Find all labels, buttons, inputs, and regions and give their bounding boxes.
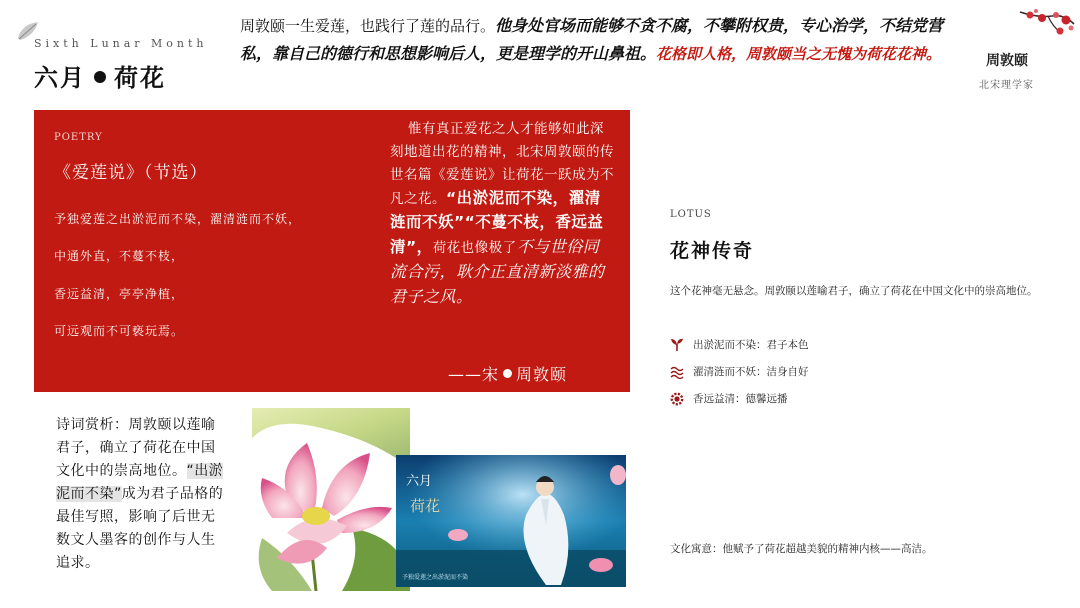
poem-commentary	[390, 118, 615, 310]
month-flower: 荷花	[114, 64, 166, 92]
poster-caption: 予独爱莲之出淤泥而不染	[402, 574, 469, 581]
wave-icon	[670, 365, 684, 379]
poem-line: 香远益清，亭亭净植，	[54, 287, 185, 301]
poem-title: 《爱莲说》（节选）	[54, 163, 208, 183]
poster-title-2: 荷花	[410, 497, 441, 515]
commentary-intro: 惟有真正爱花之人才能够如此深刻地道出花的精神，北宋周敦颐的传世名篇《爱莲说》让荷花一跃成为不凡之花。	[390, 121, 614, 207]
lotus-title: 花神传奇	[670, 240, 755, 262]
analysis-text-end: 成为君子品格的最佳写照，影响了后世无数文人墨客的创作与人生追求。	[56, 486, 224, 571]
feature-item	[670, 364, 809, 379]
feature-item	[670, 391, 788, 406]
feature-item	[670, 337, 809, 352]
poem-line: 予独爱莲之出淤泥而不染，濯清涟而不妖，	[54, 212, 302, 226]
analysis-highlight: “出淤泥而不染”	[56, 463, 224, 502]
plum-blossom-decoration	[1018, 4, 1076, 40]
commentary-emphasis: 不与世俗同流合污，耿介正直清新淡雅的君子之风。	[390, 237, 605, 306]
page-title	[34, 58, 166, 93]
intro-emphasis: 他身处官场而能够不贪不腐，不攀附权贵，专心治学，不结党营私，靠自己的德行和思想影响后人，更是理学的开山鼻祖。	[240, 16, 944, 63]
cultural-meaning: 文化寓意：他赋予了荷花超越美貌的精神内核——高洁。	[670, 543, 933, 555]
signature-prefix: ——宋	[448, 365, 500, 384]
signature-dot	[503, 369, 512, 378]
intro-red: 花格即人格，周敦颐当之无愧为荷花花神。	[656, 45, 942, 63]
poster-title-1: 六月	[406, 474, 433, 489]
sprout-icon	[670, 338, 684, 352]
feature-text: 出淤泥而不染：君子本色	[693, 339, 809, 351]
poem-line: 可远观而不可亵玩焉。	[54, 324, 185, 338]
analysis-text: 诗词赏析：周敦颐以莲喻君子，确立了荷花在中国文化中的崇高地位。	[56, 417, 216, 479]
feature-text: 濯清涟而不妖：洁身自好	[693, 366, 809, 378]
intro-plain: 周敦颐一生爱莲，也践行了莲的品行。	[240, 17, 496, 35]
commentary-mid: 荷花也像极了	[432, 240, 517, 256]
intro-paragraph	[240, 12, 965, 68]
lotus-description: 这个花神毫无悬念。周敦颐以莲喻君子，确立了荷花在中国文化中的崇高地位。	[670, 285, 1038, 297]
lotus-label: LOTUS	[670, 209, 712, 220]
month-number: 六月	[34, 64, 86, 92]
month-subtitle: Sixth Lunar Month	[34, 37, 208, 50]
flower-icon	[670, 392, 684, 406]
poem-analysis	[56, 414, 224, 575]
person-role: 北宋理学家	[979, 80, 1034, 91]
poem-line: 中通外直，不蔓不枝，	[54, 249, 185, 263]
title-dot	[94, 71, 106, 83]
commentary-quote: “出淤泥而不染，濯清涟而不妖”“不蔓不枝，香远益清”，	[390, 189, 604, 256]
feature-text: 香远益清：德馨远播	[693, 393, 788, 405]
signature-name: 周敦颐	[516, 365, 568, 384]
poem-signature	[448, 362, 567, 385]
lotus-painting-image	[252, 408, 410, 591]
person-name: 周敦颐	[986, 53, 1028, 69]
poetry-label: POETRY	[54, 132, 103, 143]
drama-still-image	[396, 455, 626, 587]
